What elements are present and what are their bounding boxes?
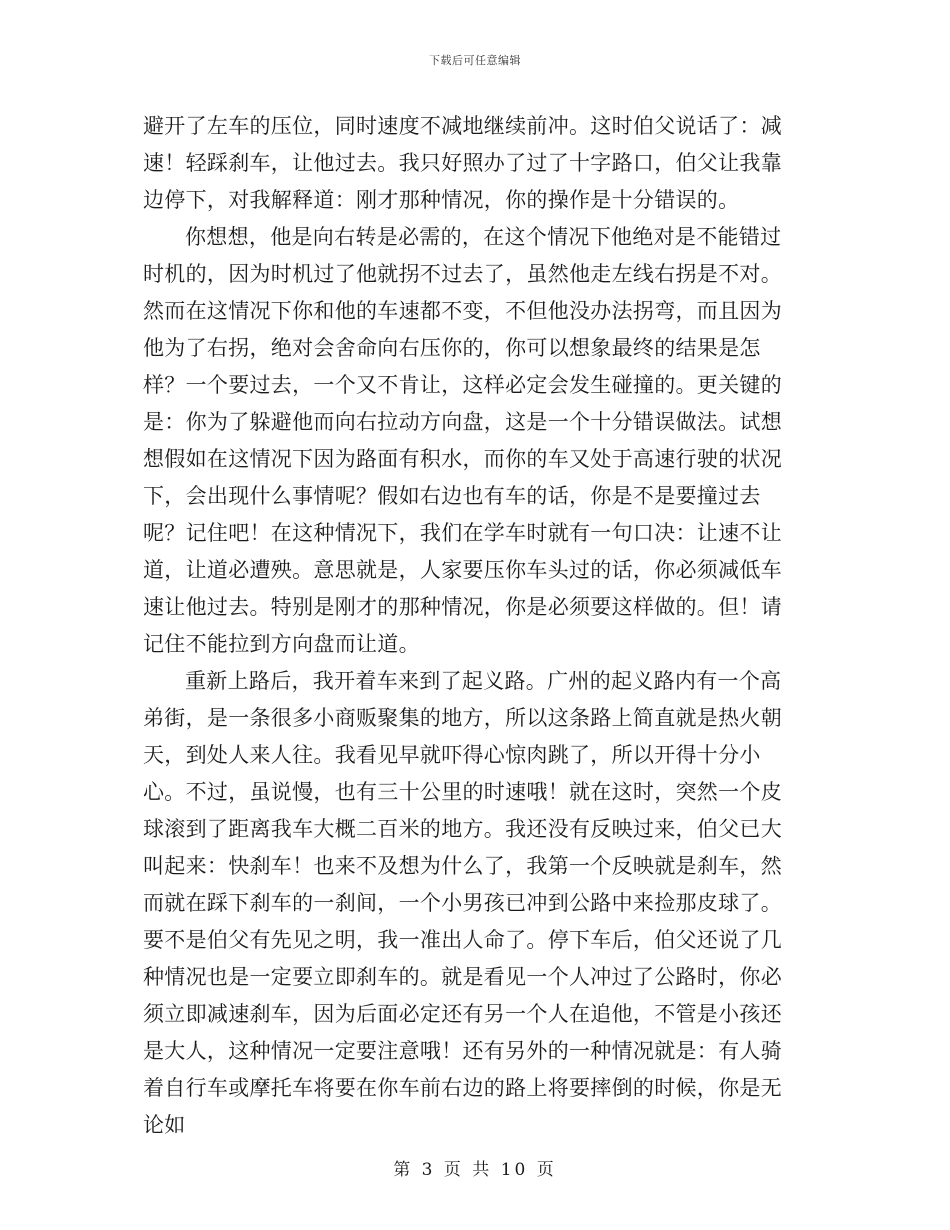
page-number-footer: 第 3 页 共 10 页 — [393, 1160, 557, 1180]
paragraph-2: 你想想，他是向右转是必需的，在这个情况下他绝对是不能错过时机的，因为时机过了他就拐不过去了，虽然他走左线右拐是不对。然而在这情况下你和他的车速都不变，不但他没办法拐弯，而且因为他为了右拐，绝对会舍命向右压你的，你可以想象最终的结果是怎样？一个要过去，一个又不肯让，这样必定会发生碰撞的。更关键的是：你为了躲避他而向右拉动方向盘，这是一个十分错误做法。试想想假如在这情况下因为路面有积水，而你的车又处于高速行驶的状况下，会出现什么事情呢？假如右边也有车的话，你是不是要撞过去呢？记住吧！在这种情况下，我们在学车时就有一句口决：让速不让道，让道必遭殃。意思就是，人家要压你车头过的话，你必须减低车速让他过去。特别是刚才的那种情况，你是必须要这样做的。但！请记住不能拉到方向盘而让道。 — [143, 225, 782, 656]
page-header: 下载后可任意编辑 — [429, 54, 521, 67]
paragraph-3: 重新上路后，我开着车来到了起义路。广州的起义路内有一个高弟街，是一条很多小商贩聚集的地方，所以这条路上简直就是热火朝天，到处人来人往。我看见早就吓得心惊肉跳了，所以开得十分小心。不过，虽说慢，也有三十公里的时速哦！就在这时，突然一个皮球滚到了距离我车大概二百米的地方。我还没有反映过来，伯父已大叫起来：快刹车！也来不及想为什么了，我第一个反映就是刹车，然而就在踩下刹车的一刹间，一个小男孩已冲到公路中来捡那皮球了。要不是伯父有先见之明，我一准出人命了。停下车后，伯父还说了几种情况也是一定要立即刹车的。就是看见一个人冲过了公路时，你必须立即减速刹车，因为后面必定还有另一个人在追他，不管是小孩还是大人，这种情况一定要注意哦！还有另外的一种情况就是：有人骑着自行车或摩托车将要在你车前右边的路上将要摔倒的时候，你是无论如 — [143, 669, 782, 1137]
paragraph-1: 避开了左车的压位，同时速度不减地继续前冲。这时伯父说话了：减速！轻踩刹车，让他过去。我只好照办了过了十字路口，伯父让我靠边停下，对我解释道：刚才那种情况，你的操作是十分错误的。 — [143, 114, 782, 212]
document-body — [143, 108, 798, 1144]
